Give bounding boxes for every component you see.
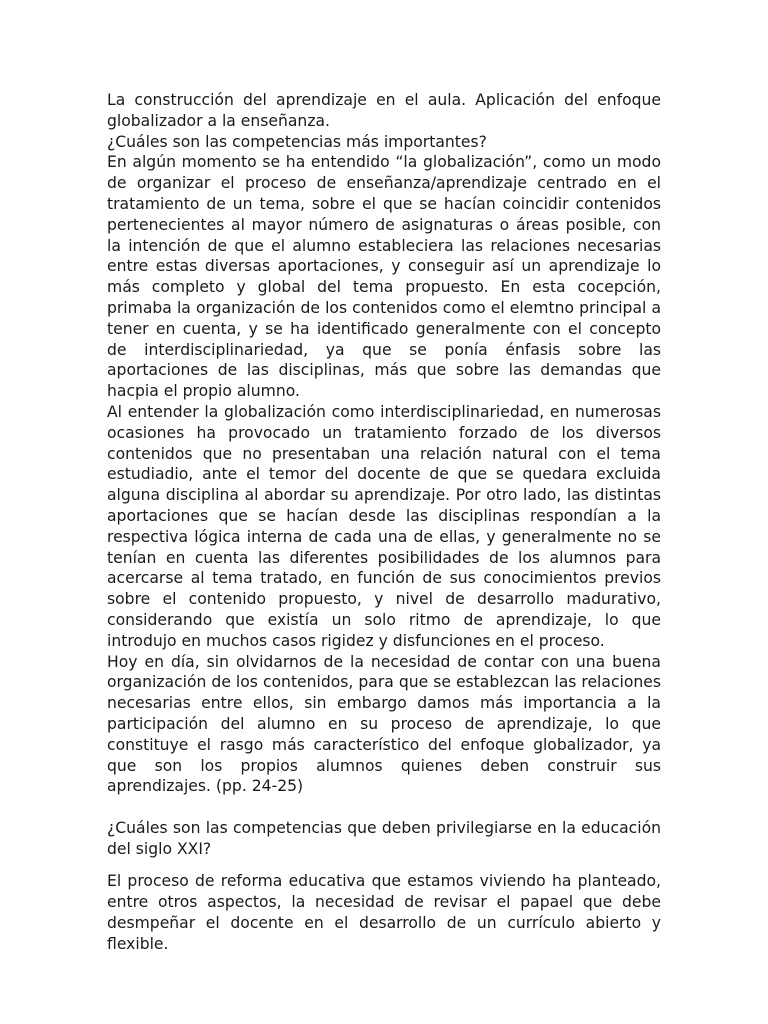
paragraph-1: En algún momento se ha entendido “la globalización”, como un modo de organizar el proceso de enseñanza/aprendizaje centrado en el tratamiento de un tema, sobre el que se hacían coincidir contenidos pertenecientes al mayor número de asignaturas o áreas posible, con la intención de que el alumno estableciera las relaciones necesarias entre estas diversas aportaciones, y conseguir así un aprendizaje lo más completo y global del tema propuesto. En esta cocepción, primaba la organización de los contenidos como el elemtno principal a tener en cuenta, y se ha identificado generalmente con el concepto de interdisciplinariedad, ya que se ponía énfasis sobre las aportaciones de las disciplinas, más que sobre las demandas que hacpia el propio alumno. <box>107 153 661 401</box>
blank-line <box>107 859 661 871</box>
blank-line <box>107 797 661 818</box>
paragraph-2: Al entender la globalización como interdisciplinariedad, en numerosas ocasiones ha provocado un tratamiento forzado de los diversos contenidos que no presentaban una relación natural con el tema estudiadio, ante el temor del docente de que se quedara excluida alguna disciplina al abordar su aprendizaje. Por otro lado, las distintas aportaciones que se hacían desde las disciplinas respondían a la respectiva lógica interna de cada una de ellas, y generalmente no se tenían en cuenta las diferentes posibilidades de los alumnos para acercarse al tema tratado, en función de sus conocimientos previos sobre el contenido propuesto, y nivel de desarrollo madurativo, considerando que existía un solo ritmo de aprendizaje, lo que introdujo en muchos casos rigidez y disfunciones en el proceso. <box>107 402 661 650</box>
question-heading-2: ¿Cuáles son las competencias que deben privilegiarse en la educación del siglo XXI? <box>107 818 661 858</box>
document-body <box>107 90 661 955</box>
paragraph-3: Hoy en día, sin olvidarnos de la necesidad de contar con una buena organización de los contenidos, para que se establezcan las relaciones necesarias entre ellos, sin embargo damos más importancia a la participación del alumno en su proceso de aprendizaje, lo que constituye el rasgo más característico del enfoque globalizador, ya que son los propios alumnos quienes deben construir sus aprendizajes. (pp. 24-25) <box>107 652 661 796</box>
question-heading-1: ¿Cuáles son las competencias más importantes? <box>107 132 487 151</box>
paragraph-4: El proceso de reforma educativa que estamos viviendo ha planteado, entre otros aspectos, la necesidad de revisar el papael que debe desmpeñar el docente en el desarrollo de un currículo abierto y flexible. <box>107 872 661 953</box>
document-title: La construcción del aprendizaje en el aula. Aplicación del enfoque globalizador a la enseñanza. <box>107 91 661 130</box>
